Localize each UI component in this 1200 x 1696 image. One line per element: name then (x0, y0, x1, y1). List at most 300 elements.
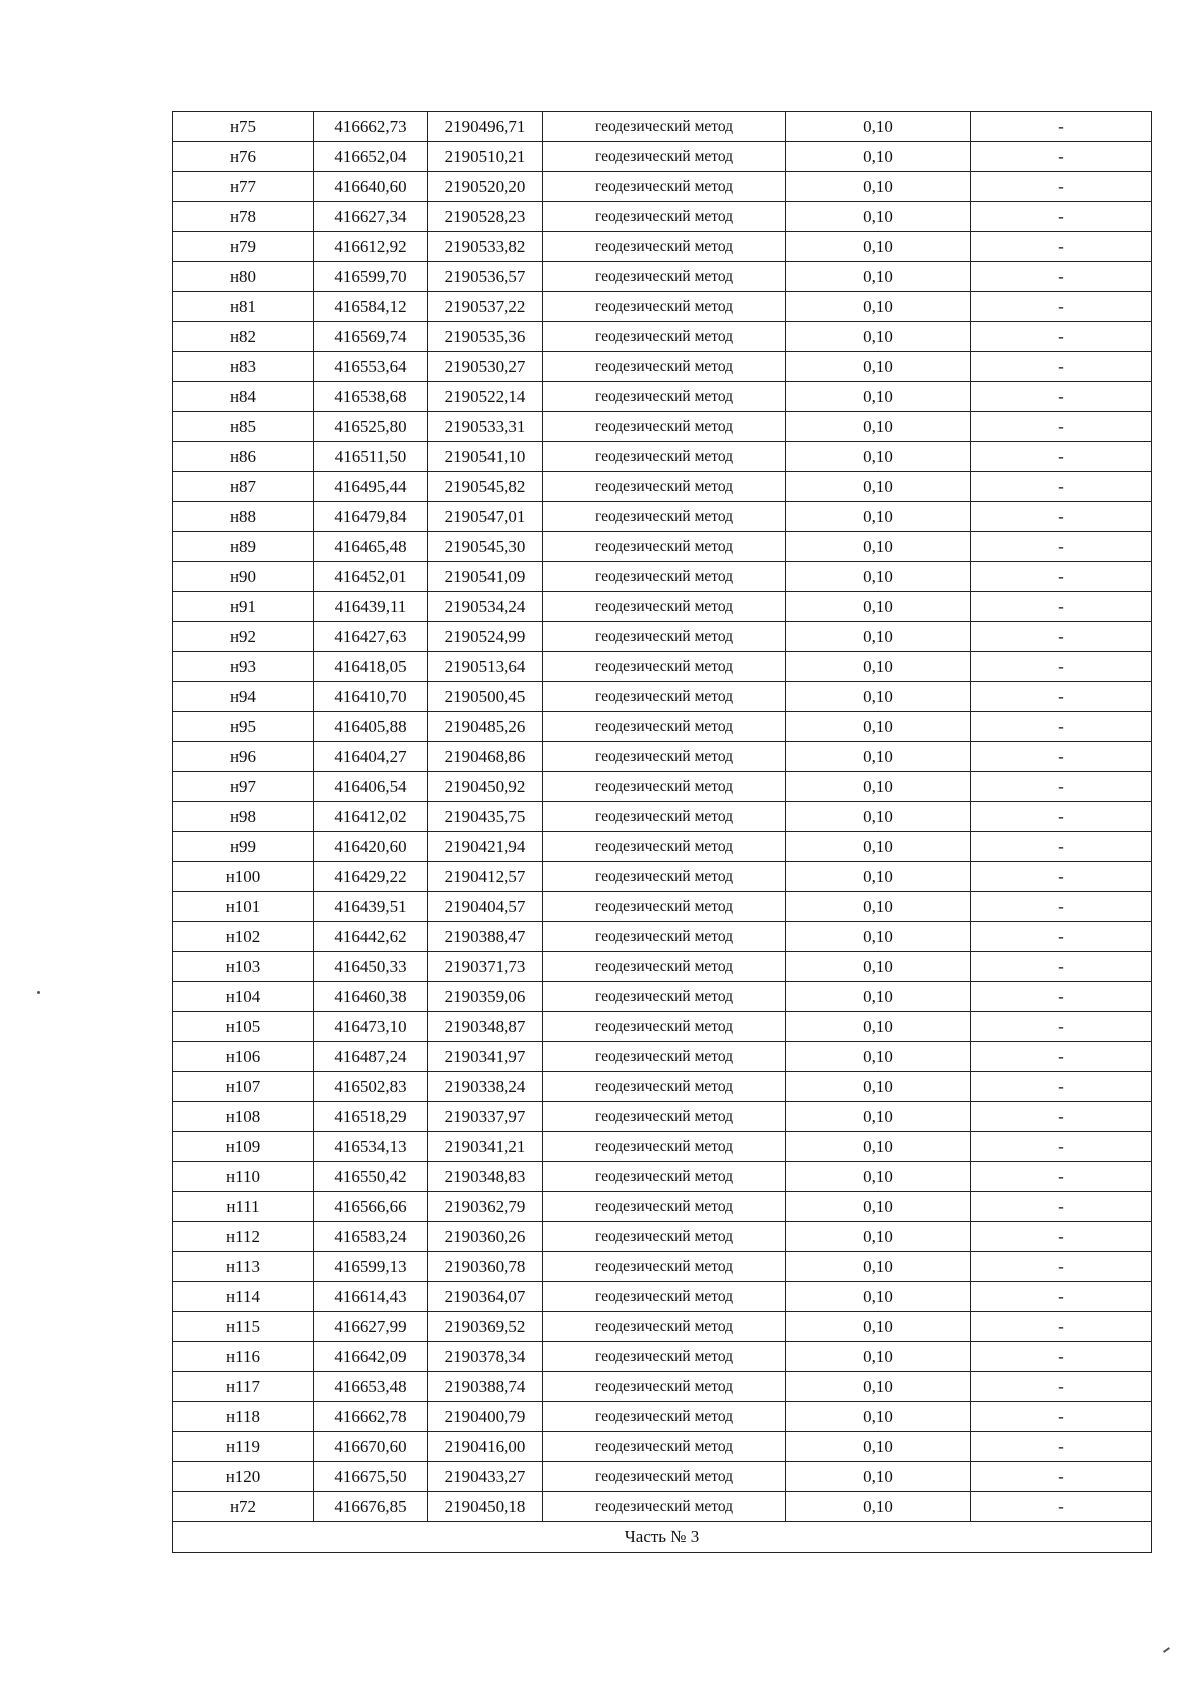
point-name-cell: н72 (173, 1492, 314, 1522)
table-row (173, 1492, 1152, 1522)
y-coordinate-cell: 2190364,07 (428, 1282, 543, 1312)
x-coordinate-cell: 416662,78 (314, 1402, 428, 1432)
description-cell: - (971, 532, 1152, 562)
description-cell: - (971, 862, 1152, 892)
accuracy-cell: 0,10 (786, 1462, 971, 1492)
y-coordinate-cell: 2190359,06 (428, 982, 543, 1012)
y-coordinate-cell: 2190541,09 (428, 562, 543, 592)
description-cell: - (971, 592, 1152, 622)
y-coordinate-cell: 2190530,27 (428, 352, 543, 382)
x-coordinate-cell: 416420,60 (314, 832, 428, 862)
table-row (173, 352, 1152, 382)
accuracy-cell: 0,10 (786, 442, 971, 472)
x-coordinate-cell: 416452,01 (314, 562, 428, 592)
point-name-cell: н115 (173, 1312, 314, 1342)
point-name-cell: н113 (173, 1252, 314, 1282)
description-cell: - (971, 772, 1152, 802)
point-name-cell: н92 (173, 622, 314, 652)
accuracy-cell: 0,10 (786, 142, 971, 172)
table-row (173, 1192, 1152, 1222)
method-cell: геодезический метод (543, 262, 786, 292)
table-row (173, 682, 1152, 712)
accuracy-cell: 0,10 (786, 1192, 971, 1222)
method-cell: геодезический метод (543, 1132, 786, 1162)
table-row (173, 292, 1152, 322)
point-name-cell: н107 (173, 1072, 314, 1102)
description-cell: - (971, 172, 1152, 202)
description-cell: - (971, 472, 1152, 502)
method-cell: геодезический метод (543, 352, 786, 382)
x-coordinate-cell: 416612,92 (314, 232, 428, 262)
accuracy-cell: 0,10 (786, 892, 971, 922)
accuracy-cell: 0,10 (786, 172, 971, 202)
x-coordinate-cell: 416473,10 (314, 1012, 428, 1042)
accuracy-cell: 0,10 (786, 592, 971, 622)
method-cell: геодезический метод (543, 502, 786, 532)
y-coordinate-cell: 2190547,01 (428, 502, 543, 532)
table-row (173, 1342, 1152, 1372)
method-cell: геодезический метод (543, 862, 786, 892)
y-coordinate-cell: 2190388,74 (428, 1372, 543, 1402)
y-coordinate-cell: 2190433,27 (428, 1462, 543, 1492)
table-row (173, 322, 1152, 352)
x-coordinate-cell: 416511,50 (314, 442, 428, 472)
y-coordinate-cell: 2190400,79 (428, 1402, 543, 1432)
table-row (173, 1042, 1152, 1072)
x-coordinate-cell: 416569,74 (314, 322, 428, 352)
x-coordinate-cell: 416662,73 (314, 112, 428, 142)
method-cell: геодезический метод (543, 1492, 786, 1522)
accuracy-cell: 0,10 (786, 472, 971, 502)
y-coordinate-cell: 2190337,97 (428, 1102, 543, 1132)
table-row (173, 1252, 1152, 1282)
y-coordinate-cell: 2190545,30 (428, 532, 543, 562)
y-coordinate-cell: 2190360,78 (428, 1252, 543, 1282)
table-row (173, 232, 1152, 262)
x-coordinate-cell: 416676,85 (314, 1492, 428, 1522)
description-cell: - (971, 412, 1152, 442)
x-coordinate-cell: 416583,24 (314, 1222, 428, 1252)
method-cell: геодезический метод (543, 742, 786, 772)
x-coordinate-cell: 416479,84 (314, 502, 428, 532)
table-row (173, 172, 1152, 202)
description-cell: - (971, 1312, 1152, 1342)
accuracy-cell: 0,10 (786, 982, 971, 1012)
table-row (173, 1132, 1152, 1162)
y-coordinate-cell: 2190485,26 (428, 712, 543, 742)
accuracy-cell: 0,10 (786, 652, 971, 682)
description-cell: - (971, 142, 1152, 172)
description-cell: - (971, 1342, 1152, 1372)
coordinates-table (172, 111, 1152, 1553)
table-row (173, 952, 1152, 982)
accuracy-cell: 0,10 (786, 862, 971, 892)
description-cell: - (971, 1222, 1152, 1252)
table-row (173, 832, 1152, 862)
table-row (173, 772, 1152, 802)
point-name-cell: н110 (173, 1162, 314, 1192)
description-cell: - (971, 682, 1152, 712)
x-coordinate-cell: 416465,48 (314, 532, 428, 562)
description-cell: - (971, 322, 1152, 352)
point-name-cell: н93 (173, 652, 314, 682)
y-coordinate-cell: 2190348,83 (428, 1162, 543, 1192)
x-coordinate-cell: 416640,60 (314, 172, 428, 202)
table-row (173, 502, 1152, 532)
x-coordinate-cell: 416442,62 (314, 922, 428, 952)
description-cell: - (971, 1102, 1152, 1132)
x-coordinate-cell: 416538,68 (314, 382, 428, 412)
point-name-cell: н87 (173, 472, 314, 502)
table-row (173, 592, 1152, 622)
x-coordinate-cell: 416553,64 (314, 352, 428, 382)
method-cell: геодезический метод (543, 562, 786, 592)
x-coordinate-cell: 416642,09 (314, 1342, 428, 1372)
table-row (173, 562, 1152, 592)
point-name-cell: н89 (173, 532, 314, 562)
description-cell: - (971, 502, 1152, 532)
x-coordinate-cell: 416627,34 (314, 202, 428, 232)
accuracy-cell: 0,10 (786, 322, 971, 352)
y-coordinate-cell: 2190533,31 (428, 412, 543, 442)
scan-mark (1163, 1647, 1170, 1653)
point-name-cell: н103 (173, 952, 314, 982)
x-coordinate-cell: 416410,70 (314, 682, 428, 712)
point-name-cell: н120 (173, 1462, 314, 1492)
method-cell: геодезический метод (543, 982, 786, 1012)
table-row (173, 112, 1152, 142)
x-coordinate-cell: 416670,60 (314, 1432, 428, 1462)
point-name-cell: н95 (173, 712, 314, 742)
accuracy-cell: 0,10 (786, 1132, 971, 1162)
y-coordinate-cell: 2190348,87 (428, 1012, 543, 1042)
description-cell: - (971, 1012, 1152, 1042)
description-cell: - (971, 382, 1152, 412)
table-row (173, 892, 1152, 922)
description-cell: - (971, 1282, 1152, 1312)
point-name-cell: н106 (173, 1042, 314, 1072)
y-coordinate-cell: 2190388,47 (428, 922, 543, 952)
y-coordinate-cell: 2190421,94 (428, 832, 543, 862)
table-footer-row (173, 1522, 1152, 1553)
description-cell: - (971, 1402, 1152, 1432)
table-row (173, 982, 1152, 1012)
accuracy-cell: 0,10 (786, 1342, 971, 1372)
x-coordinate-cell: 416404,27 (314, 742, 428, 772)
coordinates-table-body (173, 112, 1152, 1553)
accuracy-cell: 0,10 (786, 622, 971, 652)
point-name-cell: н94 (173, 682, 314, 712)
table-row (173, 1072, 1152, 1102)
point-name-cell: н81 (173, 292, 314, 322)
point-name-cell: н77 (173, 172, 314, 202)
table-row (173, 532, 1152, 562)
method-cell: геодезический метод (543, 1432, 786, 1462)
table-row (173, 1402, 1152, 1432)
y-coordinate-cell: 2190510,21 (428, 142, 543, 172)
description-cell: - (971, 622, 1152, 652)
point-name-cell: н91 (173, 592, 314, 622)
x-coordinate-cell: 416518,29 (314, 1102, 428, 1132)
point-name-cell: н90 (173, 562, 314, 592)
method-cell: геодезический метод (543, 112, 786, 142)
y-coordinate-cell: 2190362,79 (428, 1192, 543, 1222)
y-coordinate-cell: 2190536,57 (428, 262, 543, 292)
y-coordinate-cell: 2190513,64 (428, 652, 543, 682)
x-coordinate-cell: 416614,43 (314, 1282, 428, 1312)
x-coordinate-cell: 416599,13 (314, 1252, 428, 1282)
description-cell: - (971, 442, 1152, 472)
description-cell: - (971, 892, 1152, 922)
y-coordinate-cell: 2190500,45 (428, 682, 543, 712)
accuracy-cell: 0,10 (786, 412, 971, 442)
description-cell: - (971, 742, 1152, 772)
accuracy-cell: 0,10 (786, 292, 971, 322)
table-row (173, 742, 1152, 772)
description-cell: - (971, 1252, 1152, 1282)
x-coordinate-cell: 416495,44 (314, 472, 428, 502)
point-name-cell: н97 (173, 772, 314, 802)
accuracy-cell: 0,10 (786, 502, 971, 532)
point-name-cell: н82 (173, 322, 314, 352)
accuracy-cell: 0,10 (786, 1402, 971, 1432)
table-row (173, 202, 1152, 232)
method-cell: геодезический метод (543, 412, 786, 442)
table-row (173, 472, 1152, 502)
point-name-cell: н79 (173, 232, 314, 262)
method-cell: геодезический метод (543, 292, 786, 322)
method-cell: геодезический метод (543, 472, 786, 502)
accuracy-cell: 0,10 (786, 682, 971, 712)
point-name-cell: н78 (173, 202, 314, 232)
point-name-cell: н84 (173, 382, 314, 412)
x-coordinate-cell: 416406,54 (314, 772, 428, 802)
method-cell: геодезический метод (543, 1462, 786, 1492)
x-coordinate-cell: 416427,63 (314, 622, 428, 652)
scan-speck (37, 991, 40, 994)
description-cell: - (971, 1072, 1152, 1102)
point-name-cell: н85 (173, 412, 314, 442)
accuracy-cell: 0,10 (786, 712, 971, 742)
accuracy-cell: 0,10 (786, 772, 971, 802)
method-cell: геодезический метод (543, 172, 786, 202)
accuracy-cell: 0,10 (786, 1102, 971, 1132)
x-coordinate-cell: 416439,51 (314, 892, 428, 922)
point-name-cell: н102 (173, 922, 314, 952)
accuracy-cell: 0,10 (786, 1282, 971, 1312)
description-cell: - (971, 652, 1152, 682)
method-cell: геодезический метод (543, 322, 786, 352)
point-name-cell: н119 (173, 1432, 314, 1462)
x-coordinate-cell: 416460,38 (314, 982, 428, 1012)
method-cell: геодезический метод (543, 952, 786, 982)
description-cell: - (971, 712, 1152, 742)
method-cell: геодезический метод (543, 442, 786, 472)
method-cell: геодезический метод (543, 232, 786, 262)
y-coordinate-cell: 2190378,34 (428, 1342, 543, 1372)
description-cell: - (971, 1192, 1152, 1222)
table-row (173, 1162, 1152, 1192)
x-coordinate-cell: 416405,88 (314, 712, 428, 742)
point-name-cell: н114 (173, 1282, 314, 1312)
method-cell: геодезический метод (543, 772, 786, 802)
y-coordinate-cell: 2190369,52 (428, 1312, 543, 1342)
x-coordinate-cell: 416566,66 (314, 1192, 428, 1222)
y-coordinate-cell: 2190450,18 (428, 1492, 543, 1522)
point-name-cell: н112 (173, 1222, 314, 1252)
point-name-cell: н98 (173, 802, 314, 832)
accuracy-cell: 0,10 (786, 742, 971, 772)
method-cell: геодезический метод (543, 1372, 786, 1402)
part-number-label: Часть № 3 (173, 1522, 1152, 1553)
y-coordinate-cell: 2190360,26 (428, 1222, 543, 1252)
point-name-cell: н83 (173, 352, 314, 382)
y-coordinate-cell: 2190533,82 (428, 232, 543, 262)
description-cell: - (971, 922, 1152, 952)
accuracy-cell: 0,10 (786, 202, 971, 232)
description-cell: - (971, 112, 1152, 142)
y-coordinate-cell: 2190524,99 (428, 622, 543, 652)
method-cell: геодезический метод (543, 1102, 786, 1132)
accuracy-cell: 0,10 (786, 262, 971, 292)
method-cell: геодезический метод (543, 802, 786, 832)
point-name-cell: н76 (173, 142, 314, 172)
description-cell: - (971, 262, 1152, 292)
point-name-cell: н75 (173, 112, 314, 142)
accuracy-cell: 0,10 (786, 1012, 971, 1042)
y-coordinate-cell: 2190522,14 (428, 382, 543, 412)
y-coordinate-cell: 2190468,86 (428, 742, 543, 772)
table-row (173, 1312, 1152, 1342)
point-name-cell: н117 (173, 1372, 314, 1402)
table-row (173, 1222, 1152, 1252)
x-coordinate-cell: 416550,42 (314, 1162, 428, 1192)
description-cell: - (971, 232, 1152, 262)
x-coordinate-cell: 416525,80 (314, 412, 428, 442)
point-name-cell: н109 (173, 1132, 314, 1162)
x-coordinate-cell: 416534,13 (314, 1132, 428, 1162)
accuracy-cell: 0,10 (786, 112, 971, 142)
y-coordinate-cell: 2190416,00 (428, 1432, 543, 1462)
table-row (173, 262, 1152, 292)
method-cell: геодезический метод (543, 592, 786, 622)
method-cell: геодезический метод (543, 1072, 786, 1102)
y-coordinate-cell: 2190541,10 (428, 442, 543, 472)
table-row (173, 652, 1152, 682)
y-coordinate-cell: 2190496,71 (428, 112, 543, 142)
method-cell: геодезический метод (543, 922, 786, 952)
method-cell: геодезический метод (543, 1342, 786, 1372)
method-cell: геодезический метод (543, 1192, 786, 1222)
point-name-cell: н116 (173, 1342, 314, 1372)
x-coordinate-cell: 416584,12 (314, 292, 428, 322)
method-cell: геодезический метод (543, 1402, 786, 1432)
y-coordinate-cell: 2190435,75 (428, 802, 543, 832)
accuracy-cell: 0,10 (786, 952, 971, 982)
method-cell: геодезический метод (543, 1312, 786, 1342)
accuracy-cell: 0,10 (786, 1162, 971, 1192)
x-coordinate-cell: 416418,05 (314, 652, 428, 682)
method-cell: геодезический метод (543, 1252, 786, 1282)
y-coordinate-cell: 2190450,92 (428, 772, 543, 802)
accuracy-cell: 0,10 (786, 1252, 971, 1282)
accuracy-cell: 0,10 (786, 1432, 971, 1462)
table-row (173, 922, 1152, 952)
accuracy-cell: 0,10 (786, 1372, 971, 1402)
accuracy-cell: 0,10 (786, 832, 971, 862)
description-cell: - (971, 352, 1152, 382)
y-coordinate-cell: 2190535,36 (428, 322, 543, 352)
description-cell: - (971, 1042, 1152, 1072)
description-cell: - (971, 1462, 1152, 1492)
method-cell: геодезический метод (543, 1222, 786, 1252)
accuracy-cell: 0,10 (786, 532, 971, 562)
method-cell: геодезический метод (543, 202, 786, 232)
x-coordinate-cell: 416502,83 (314, 1072, 428, 1102)
description-cell: - (971, 562, 1152, 592)
method-cell: геодезический метод (543, 712, 786, 742)
point-name-cell: н80 (173, 262, 314, 292)
method-cell: геодезический метод (543, 622, 786, 652)
x-coordinate-cell: 416653,48 (314, 1372, 428, 1402)
method-cell: геодезический метод (543, 682, 786, 712)
table-row (173, 1462, 1152, 1492)
point-name-cell: н88 (173, 502, 314, 532)
table-row (173, 382, 1152, 412)
description-cell: - (971, 952, 1152, 982)
x-coordinate-cell: 416439,11 (314, 592, 428, 622)
y-coordinate-cell: 2190545,82 (428, 472, 543, 502)
method-cell: геодезический метод (543, 532, 786, 562)
y-coordinate-cell: 2190404,57 (428, 892, 543, 922)
accuracy-cell: 0,10 (786, 232, 971, 262)
method-cell: геодезический метод (543, 1042, 786, 1072)
point-name-cell: н105 (173, 1012, 314, 1042)
description-cell: - (971, 982, 1152, 1012)
table-row (173, 1012, 1152, 1042)
y-coordinate-cell: 2190338,24 (428, 1072, 543, 1102)
method-cell: геодезический метод (543, 1162, 786, 1192)
accuracy-cell: 0,10 (786, 352, 971, 382)
table-row (173, 802, 1152, 832)
y-coordinate-cell: 2190341,21 (428, 1132, 543, 1162)
description-cell: - (971, 1492, 1152, 1522)
accuracy-cell: 0,10 (786, 1042, 971, 1072)
y-coordinate-cell: 2190534,24 (428, 592, 543, 622)
y-coordinate-cell: 2190528,23 (428, 202, 543, 232)
x-coordinate-cell: 416652,04 (314, 142, 428, 172)
x-coordinate-cell: 416675,50 (314, 1462, 428, 1492)
y-coordinate-cell: 2190520,20 (428, 172, 543, 202)
y-coordinate-cell: 2190537,22 (428, 292, 543, 322)
y-coordinate-cell: 2190341,97 (428, 1042, 543, 1072)
point-name-cell: н99 (173, 832, 314, 862)
table-row (173, 442, 1152, 472)
table-row (173, 862, 1152, 892)
point-name-cell: н104 (173, 982, 314, 1012)
table-row (173, 712, 1152, 742)
table-row (173, 1372, 1152, 1402)
y-coordinate-cell: 2190412,57 (428, 862, 543, 892)
table-row (173, 1282, 1152, 1312)
accuracy-cell: 0,10 (786, 1072, 971, 1102)
x-coordinate-cell: 416429,22 (314, 862, 428, 892)
accuracy-cell: 0,10 (786, 922, 971, 952)
table-row (173, 412, 1152, 442)
method-cell: геодезический метод (543, 652, 786, 682)
accuracy-cell: 0,10 (786, 382, 971, 412)
method-cell: геодезический метод (543, 142, 786, 172)
